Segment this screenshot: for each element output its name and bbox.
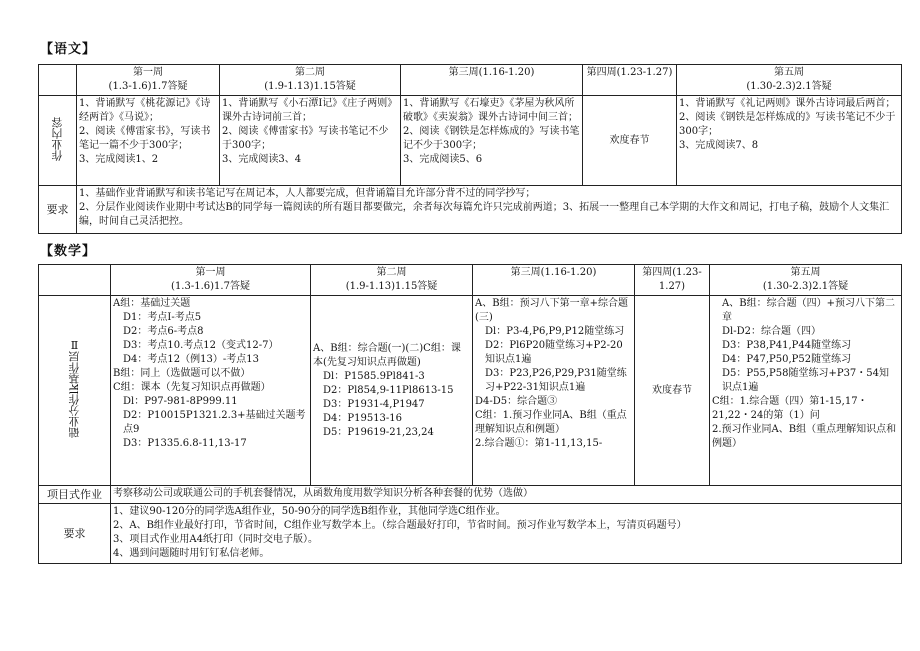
shuxue-requirements-text: 1、建议90-120分的同学选A组作业，50-90分的同学选B组作业，其他同学选C组作业。 2、A、B组作业最好打印，节省时间，C组作业写数学本上。（综合题最好打印，节省时间。预习作业写数学本上，写清页码题号） 3、项目式作业用A4纸打印（同时交电子版）。 4、遇到问题随时用钉钉私信老师。 bbox=[111, 504, 902, 564]
yuwen-week-2-content: 1、背诵默写《小石潭Ⅰ记》《庄子两则》课外古诗词前三首； 2、阅读《傅雷家书》写读书笔记不少于300字； 3、完成阅读3、4 bbox=[220, 96, 401, 186]
shuxue-requirements-label: 要求 bbox=[39, 504, 111, 564]
shuxue-week-5-content: A、B组：综合题（四）+预习八下第二章 Dl-D2：综合题（四） D3：P38,P41,P44随堂练习 D4：P47,P50,P52随堂练习 D5：P55,P58随堂练习+P37・54知识点1遍 C组：1.综合题（四）第1-15,17・21,22・24的第（1）问 2.预习作业同A、B组（重点理解知识点和例题） bbox=[710, 296, 902, 486]
yuwen-week-5-header: 第五周 (1.30-2.3)2.1答疑 bbox=[677, 65, 902, 96]
yuwen-section-title: 【语文】 bbox=[40, 42, 97, 57]
shuxue-project-label: 项目式作业 bbox=[39, 486, 111, 504]
yuwen-content-row-label: 作业内容 bbox=[39, 96, 77, 186]
yuwen-week-4-content: 欢度春节 bbox=[583, 96, 677, 186]
shuxue-corner-cell bbox=[39, 265, 111, 296]
yuwen-week-4-header: 第四周(1.23-1.27) bbox=[583, 65, 677, 96]
shuxue-table bbox=[38, 264, 902, 564]
shuxue-section-title: 【数学】 bbox=[40, 244, 97, 259]
yuwen-week-1-content: 1、背诵默写《桃花源记》《诗经两首》《马说》； 2、阅读《傅雷家书》，写读书笔记一篇不少于300字； 3、完成阅读1、2 bbox=[77, 96, 220, 186]
yuwen-table bbox=[38, 64, 902, 234]
yuwen-week-3-header: 第三周(1.16-1.20) bbox=[401, 65, 583, 96]
yuwen-week-1-header: 第一周 (1.3-1.6)1.7答疑 bbox=[77, 65, 220, 96]
shuxue-week-4-header: 第四周(1.23- 1.27) bbox=[635, 265, 710, 296]
yuwen-week-3-content: 1、背诵默写《石壕吏》《茅屋为秋风所破歌》《卖炭翁》课外古诗词中间三首； 2、阅读《钢铁是怎样炼成的》写读书笔记不少于300字； 3、完成阅读5、6 bbox=[401, 96, 583, 186]
yuwen-corner-cell bbox=[39, 65, 77, 96]
shuxue-week-3-content: A、B组：预习八下第一章+综合题(三) Dl：P3-4,P6,P9,P12随堂练习 D2：Pl6P20随堂练习+P2-20知识点1遍 D3：P23,P26,P29,P31随堂练习+P22-31知识点1遍 D4-D5：综合题③ C组：1.预习作业同A、B组（重点理解知识点和例题） 2.综合题①：第1-11,13,15- bbox=[473, 296, 635, 486]
shuxue-content-row-label: 础业分作lk基作层Ⅱ bbox=[39, 296, 111, 486]
yuwen-requirements-label: 要求 bbox=[39, 186, 77, 234]
shuxue-week-2-content: A、B组：综合题(一)(二)C组：课本(先复习知识点再做题) Dl：P1585.9Pl841-3 D2：Pl854,9-11Pl8613-15 D3：P1931-4,P1947 D4：P19513-16 D5：P19619-21,23,24 bbox=[311, 296, 473, 486]
shuxue-week-1-content: A组：基础过关题 D1：考点Ⅰ-考点5 D2：考点6-考点8 D3：考点10.考点12（变式12-7） D4：考点12（例13）-考点13 B组：同上（选做题可以不做） C组：课本（先复习知识点再做题） Dl：P97-981-8P999.11 D2：P10015P1321.2.3+基础过关题考点9 D3：P1335.6.8-11,13-17 bbox=[111, 296, 311, 486]
shuxue-project-text: 考察移动公司或联通公司的手机套餐情况，从函数角度用数学知识分析各种套餐的优势（选做） bbox=[111, 486, 902, 504]
shuxue-week-4-content: 欢度春节 bbox=[635, 296, 710, 486]
shuxue-week-5-header: 第五周 (1.30-2.3)2.1答疑 bbox=[710, 265, 902, 296]
shuxue-week-3-header: 第三周(1.16-1.20) bbox=[473, 265, 635, 296]
shuxue-week-2-header: 第二周 (1.9-1.13)1.15答疑 bbox=[311, 265, 473, 296]
shuxue-week-1-header: 第一周 (1.3-1.6)1.7答疑 bbox=[111, 265, 311, 296]
yuwen-week-5-content: 1、背诵默写《礼记两则》课外古诗词最后两首； 2、阅读《钢铁是怎样炼成的》写读书笔记不少于300字； 3、完成阅读7、8 bbox=[677, 96, 902, 186]
yuwen-requirements-text: 1、基础作业背诵默写和读书笔记写在周记本，人人都要完成，但背诵篇目允许部分背不过的同学抄写； 2、分层作业阅读作业期中考试达B的同学每一篇阅读的所有题目都要做完，余者每次每篇允许只完成前两道；3、拓展一一整理自己本学期的大作文和周记，打电子稿，鼓励个人文集汇编，时间自己灵活把控。 bbox=[77, 186, 902, 234]
yuwen-week-2-header: 第二周 (1.9-1.13)1.15答疑 bbox=[220, 65, 401, 96]
